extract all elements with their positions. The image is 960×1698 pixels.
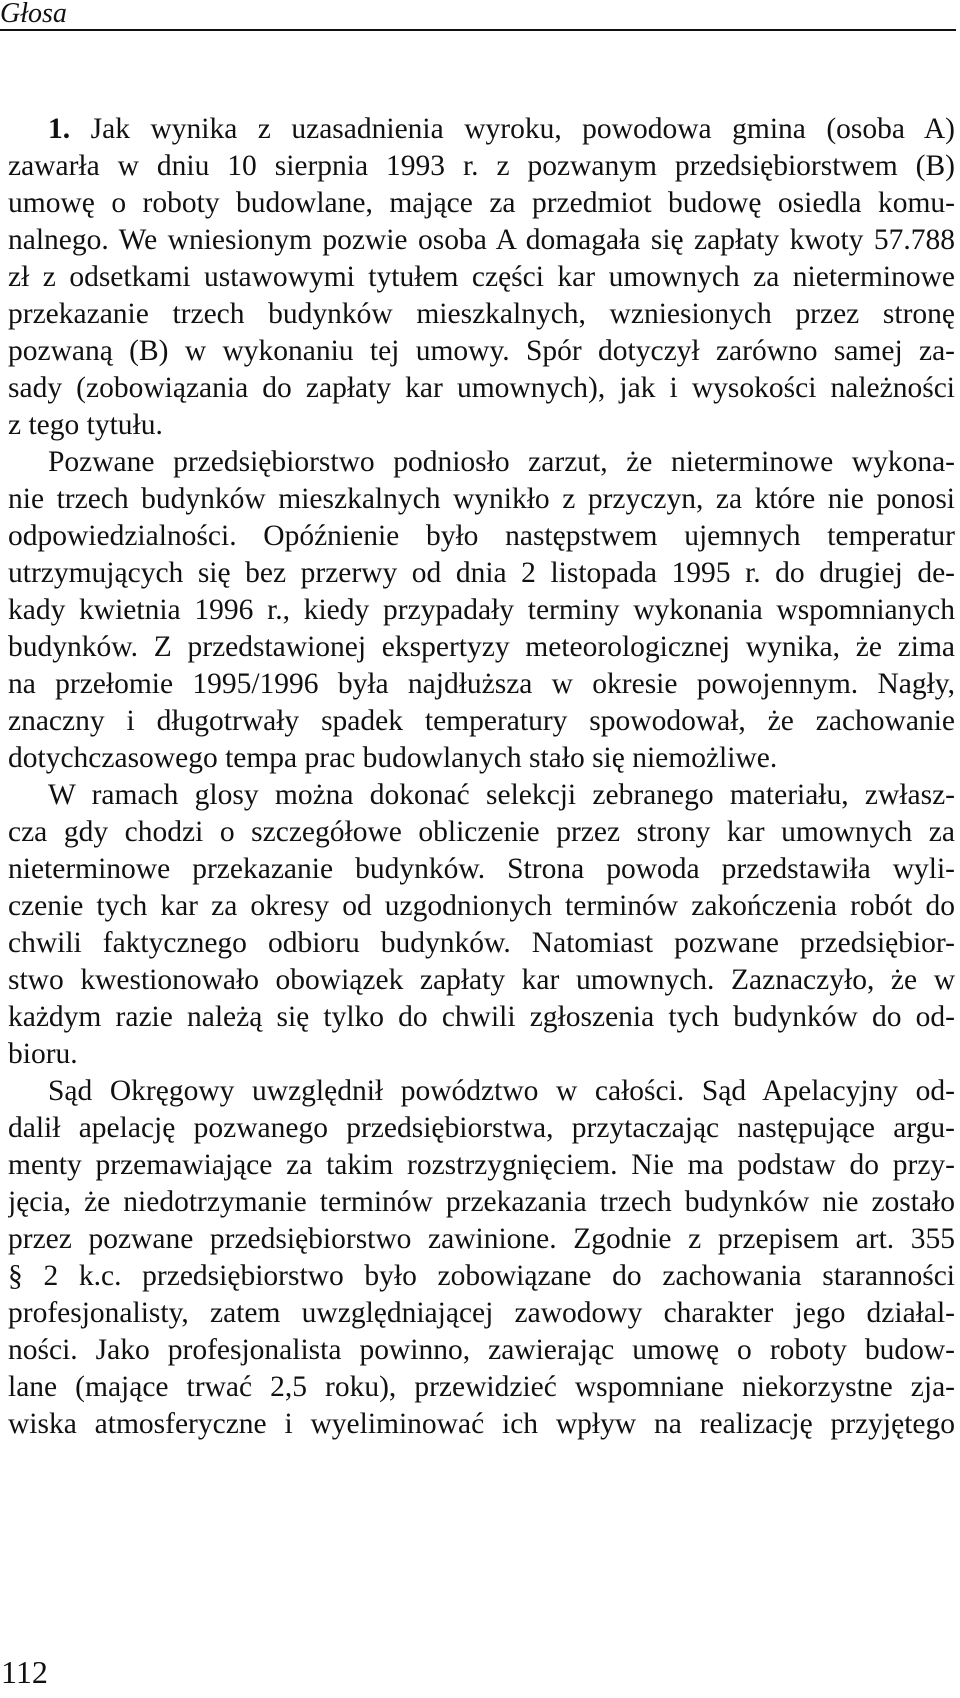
text-line: budynków. Z przedstawionej ekspertyzy meteorologicznej wynika, że zima bbox=[8, 631, 955, 663]
paragraph bbox=[8, 1073, 955, 1443]
text-line: znaczny i długotrwały spadek temperatury spowodował, że zachowanie bbox=[8, 705, 955, 737]
text-line: zawarła w dniu 10 sierpnia 1993 r. z pozwanym przedsiębiorstwem (B) bbox=[8, 150, 955, 182]
text-line: profesjonalisty, zatem uwzględniającej zawodowy charakter jego działal- bbox=[8, 1297, 955, 1329]
text-line: Pozwane przedsiębiorstwo podniosło zarzut, że nieterminowe wykona- bbox=[48, 446, 955, 478]
text-line: cza gdy chodzi o szczegółowe obliczenie przez strony kar umownych za bbox=[8, 816, 955, 848]
text-line: zł z odsetkami ustawowymi tytułem części kar umownych za nieterminowe bbox=[8, 261, 955, 293]
text-line: z tego tytułu. bbox=[8, 409, 163, 441]
text-line: czenie tych kar za okresy od uzgodnionych terminów zakończenia robót do bbox=[8, 890, 955, 922]
text-line: przez pozwane przedsiębiorstwo zawinione. Zgodnie z przepisem art. 355 bbox=[8, 1223, 955, 1255]
text-line: pozwaną (B) w wykonaniu tej umowy. Spór dotyczył zarówno samej za- bbox=[8, 335, 955, 367]
text-line: bioru. bbox=[8, 1038, 78, 1070]
text-line-content: Jak wynika z uzasadnienia wyroku, powodowa gmina (osoba A) bbox=[90, 113, 955, 145]
text-line: W ramach glosy można dokonać selekcji zebranego materiału, zwłasz- bbox=[48, 779, 955, 811]
text-line: Sąd Okręgowy uwzględnił powództwo w całości. Sąd Apelacyjny od- bbox=[48, 1075, 955, 1107]
page-number: 112 bbox=[1, 1654, 48, 1690]
text-line: dotychczasowego tempa prac budowlanych stało się niemożliwe. bbox=[8, 742, 778, 774]
text-line: nieterminowe przekazanie budynków. Strona powoda przedstawiła wyli- bbox=[8, 853, 955, 885]
text-line: lane (mające trwać 2,5 roku), przewidzieć wspomniane niekorzystne zja- bbox=[8, 1371, 955, 1403]
text-line: ności. Jako profesjonalista powinno, zawierając umowę o roboty budow- bbox=[8, 1334, 955, 1366]
paragraph bbox=[8, 111, 955, 444]
text-line: każdym razie należą się tylko do chwili zgłoszenia tych budynków do od- bbox=[8, 1001, 955, 1033]
text-line: na przełomie 1995/1996 była najdłuższa w okresie powojennym. Nagły, bbox=[8, 668, 955, 700]
text-line: nalnego. We wniesionym pozwie osoba A domagała się zapłaty kwoty 57.788 bbox=[8, 224, 955, 256]
text-line: wiska atmosferyczne i wyeliminować ich wpływ na realizację przyjętego bbox=[8, 1408, 955, 1440]
header-rule bbox=[0, 29, 956, 31]
paragraph bbox=[8, 777, 955, 1073]
text-line: utrzymujących się bez przerwy od dnia 2 listopada 1995 r. do drugiej de- bbox=[8, 557, 955, 589]
text-line: sady (zobowiązania do zapłaty kar umownych), jak i wysokości należności bbox=[8, 372, 955, 404]
text-line: kady kwietnia 1996 r., kiedy przypadały terminy wykonania wspomnianych bbox=[8, 594, 955, 626]
running-header: Głosa bbox=[0, 0, 67, 29]
text-line: jęcia, że niedotrzymanie terminów przekazania trzech budynków nie zostało bbox=[8, 1186, 955, 1218]
text-line: dalił apelację pozwanego przedsiębiorstwa, przytaczając następujące argu- bbox=[8, 1112, 955, 1144]
body-text bbox=[8, 111, 955, 1443]
text-line: umowę o roboty budowlane, mające za przedmiot budowę osiedla komu- bbox=[8, 187, 955, 219]
text-line: chwili faktycznego odbioru budynków. Natomiast pozwane przedsiębior- bbox=[8, 927, 955, 959]
paragraph bbox=[8, 444, 955, 777]
text-line: stwo kwestionowało obowiązek zapłaty kar umownych. Zaznaczyło, że w bbox=[8, 964, 955, 996]
text-line: menty przemawiające za takim rozstrzygnięciem. Nie ma podstaw do przy- bbox=[8, 1149, 955, 1181]
text-line: odpowiedzialności. Opóźnienie było następstwem ujemnych temperatur bbox=[8, 520, 955, 552]
text-line bbox=[8, 111, 955, 148]
text-line: przekazanie trzech budynków mieszkalnych, wzniesionych przez stronę bbox=[8, 298, 955, 330]
text-line: § 2 k.c. przedsiębiorstwo było zobowiązane do zachowania staranności bbox=[8, 1260, 955, 1292]
section-number: 1. bbox=[48, 113, 71, 145]
text-line: nie trzech budynków mieszkalnych wynikło z przyczyn, za które nie ponosi bbox=[8, 483, 955, 515]
